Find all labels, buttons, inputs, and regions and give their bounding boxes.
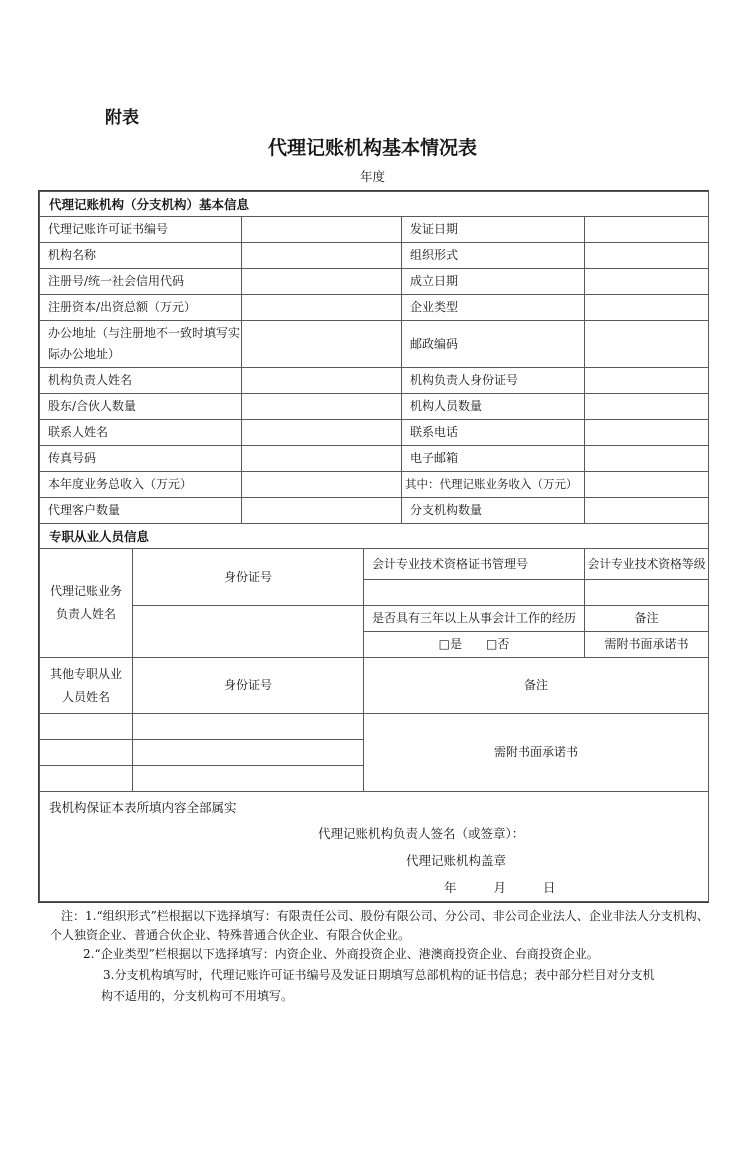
field-value-cell (585, 472, 709, 498)
remark-note: 需附书面承诺书 (585, 632, 709, 658)
manager-name-label: 代理记账业务负责人姓名 (40, 549, 133, 658)
field-label: 机构负责人身份证号 (402, 368, 585, 394)
id-value-cell (133, 740, 364, 766)
declaration-statement: 我机构保证本表所填内容全部属实 (49, 800, 237, 815)
table-row (40, 368, 709, 394)
date-month-label: 月 (493, 880, 507, 895)
other-staff-id-label: 身份证号 (133, 658, 364, 714)
field-value-cell (242, 446, 402, 472)
id-value-cell (133, 766, 364, 792)
other-staff-remark-label: 备注 (364, 658, 709, 714)
footnote-line: 2.“企业类型”栏根据以下选择填写：内资企业、外商投资企业、港澳商投资企业、台商投资企业。 (83, 947, 599, 961)
declaration-cell (40, 792, 709, 902)
section-header-row (40, 524, 709, 549)
table-row (40, 243, 709, 269)
field-value-cell (585, 243, 709, 269)
manager-row-3 (40, 606, 709, 632)
field-label: 机构人员数量 (402, 394, 585, 420)
field-label: 机构名称 (40, 243, 242, 269)
field-value-cell (242, 498, 402, 524)
experience-checkbox-options: □是 □否 (364, 632, 585, 658)
field-label: 分支机构数量 (402, 498, 585, 524)
document-page (0, 103, 745, 1156)
experience-label: 是否具有三年以上从事会计工作的经历 (364, 606, 585, 632)
field-value-cell (242, 472, 402, 498)
other-staff-name-label: 其他专职从业人员姓名 (40, 658, 133, 714)
field-label: 组织形式 (402, 243, 585, 269)
table-row (40, 394, 709, 420)
table-row (40, 295, 709, 321)
field-value-cell (242, 394, 402, 420)
seal-label: 代理记账机构盖章 (406, 853, 507, 868)
field-label: 代理记账许可证书编号 (40, 217, 242, 243)
annex-label: 附表 (105, 108, 139, 128)
field-label: 本年度业务总收入（万元） (40, 472, 242, 498)
date-line (40, 880, 708, 895)
field-value-cell (242, 217, 402, 243)
declaration-row (40, 792, 709, 902)
table-row (40, 446, 709, 472)
field-label: 股东/合伙人数量 (40, 394, 242, 420)
footnote-line: 注：1.“组织形式”栏根据以下选择填写：有限责任公司、股份有限公司、分公司、非公司企业法人、企业非法人分支机构、 (61, 909, 709, 923)
field-label: 注册号/统一社会信用代码 (40, 269, 242, 295)
date-year-label: 年 (444, 880, 457, 895)
field-value-cell (585, 217, 709, 243)
field-label: 联系人姓名 (40, 420, 242, 446)
field-value-cell (585, 368, 709, 394)
field-label: 注册资本/出资总额（万元） (40, 295, 242, 321)
field-label: 联系电话 (402, 420, 585, 446)
form-table (39, 191, 709, 902)
basic-info-section-title: 代理记账机构（分支机构）基本信息 (40, 192, 709, 217)
footnotes (0, 907, 745, 1006)
field-value-cell (242, 420, 402, 446)
field-label: 成立日期 (402, 269, 585, 295)
page-title: 代理记账机构基本情况表 (267, 137, 477, 159)
field-value-cell (585, 295, 709, 321)
table-row (40, 472, 709, 498)
table-row (40, 498, 709, 524)
signature-label: 代理记账机构负责人签名（或签章）： (318, 826, 525, 841)
field-value-cell (242, 269, 402, 295)
field-value-cell (242, 295, 402, 321)
name-value-cell (40, 766, 133, 792)
table-row (40, 269, 709, 295)
field-label: 传真号码 (40, 446, 242, 472)
table-row (40, 217, 709, 243)
field-value-cell (585, 394, 709, 420)
remark-label: 备注 (585, 606, 709, 632)
cert-level-value-cell (585, 580, 709, 606)
field-value-cell (585, 446, 709, 472)
field-value-cell (242, 321, 402, 368)
table-row (40, 420, 709, 446)
name-value-cell (40, 740, 133, 766)
other-staff-empty-row (40, 714, 709, 740)
field-value-cell (242, 243, 402, 269)
field-value-cell (242, 368, 402, 394)
table-row (40, 321, 709, 368)
field-value-cell (585, 420, 709, 446)
field-label: 代理客户数量 (40, 498, 242, 524)
cert-level-label: 会计专业技术资格等级 (585, 549, 709, 580)
form-table-container (38, 190, 709, 903)
field-label: 电子邮箱 (402, 446, 585, 472)
staff-info-section-title: 专职从业人员信息 (40, 524, 709, 549)
year-label: 年度 (359, 169, 385, 184)
id-value-cell (133, 714, 364, 740)
name-value-cell (40, 714, 133, 740)
field-label: 邮政编码 (402, 321, 585, 368)
field-label: 机构负责人姓名 (40, 368, 242, 394)
field-value-cell (585, 498, 709, 524)
field-value-cell (585, 269, 709, 295)
manager-id-label: 身份证号 (133, 549, 364, 606)
field-label: 企业类型 (402, 295, 585, 321)
manager-row-1 (40, 549, 709, 580)
other-staff-header-row (40, 658, 709, 714)
footnote-line: 3.分支机构填写时，代理记账许可证书编号及发证日期填写总部机构的证书信息；表中部分栏目对分支机 (103, 968, 655, 982)
cert-number-value-cell (364, 580, 585, 606)
other-staff-remark-note: 需附书面承诺书 (364, 714, 709, 792)
footnote-line: 个人独资企业、普通合伙企业、特殊普通合伙企业、有限合伙企业。 (50, 928, 411, 942)
field-label: 其中：代理记账业务收入（万元） (402, 472, 585, 498)
manager-id-value-cell (133, 606, 364, 658)
field-label: 办公地址（与注册地不一致时填写实际办公地址） (40, 321, 242, 368)
date-day-label: 日 (543, 880, 556, 895)
field-value-cell (585, 321, 709, 368)
footnote-line: 构不适用的，分支机构可不用填写。 (101, 989, 294, 1003)
cert-number-label: 会计专业技术资格证书管理号 (364, 549, 585, 580)
field-label: 发证日期 (402, 217, 585, 243)
section-header-row (40, 192, 709, 217)
